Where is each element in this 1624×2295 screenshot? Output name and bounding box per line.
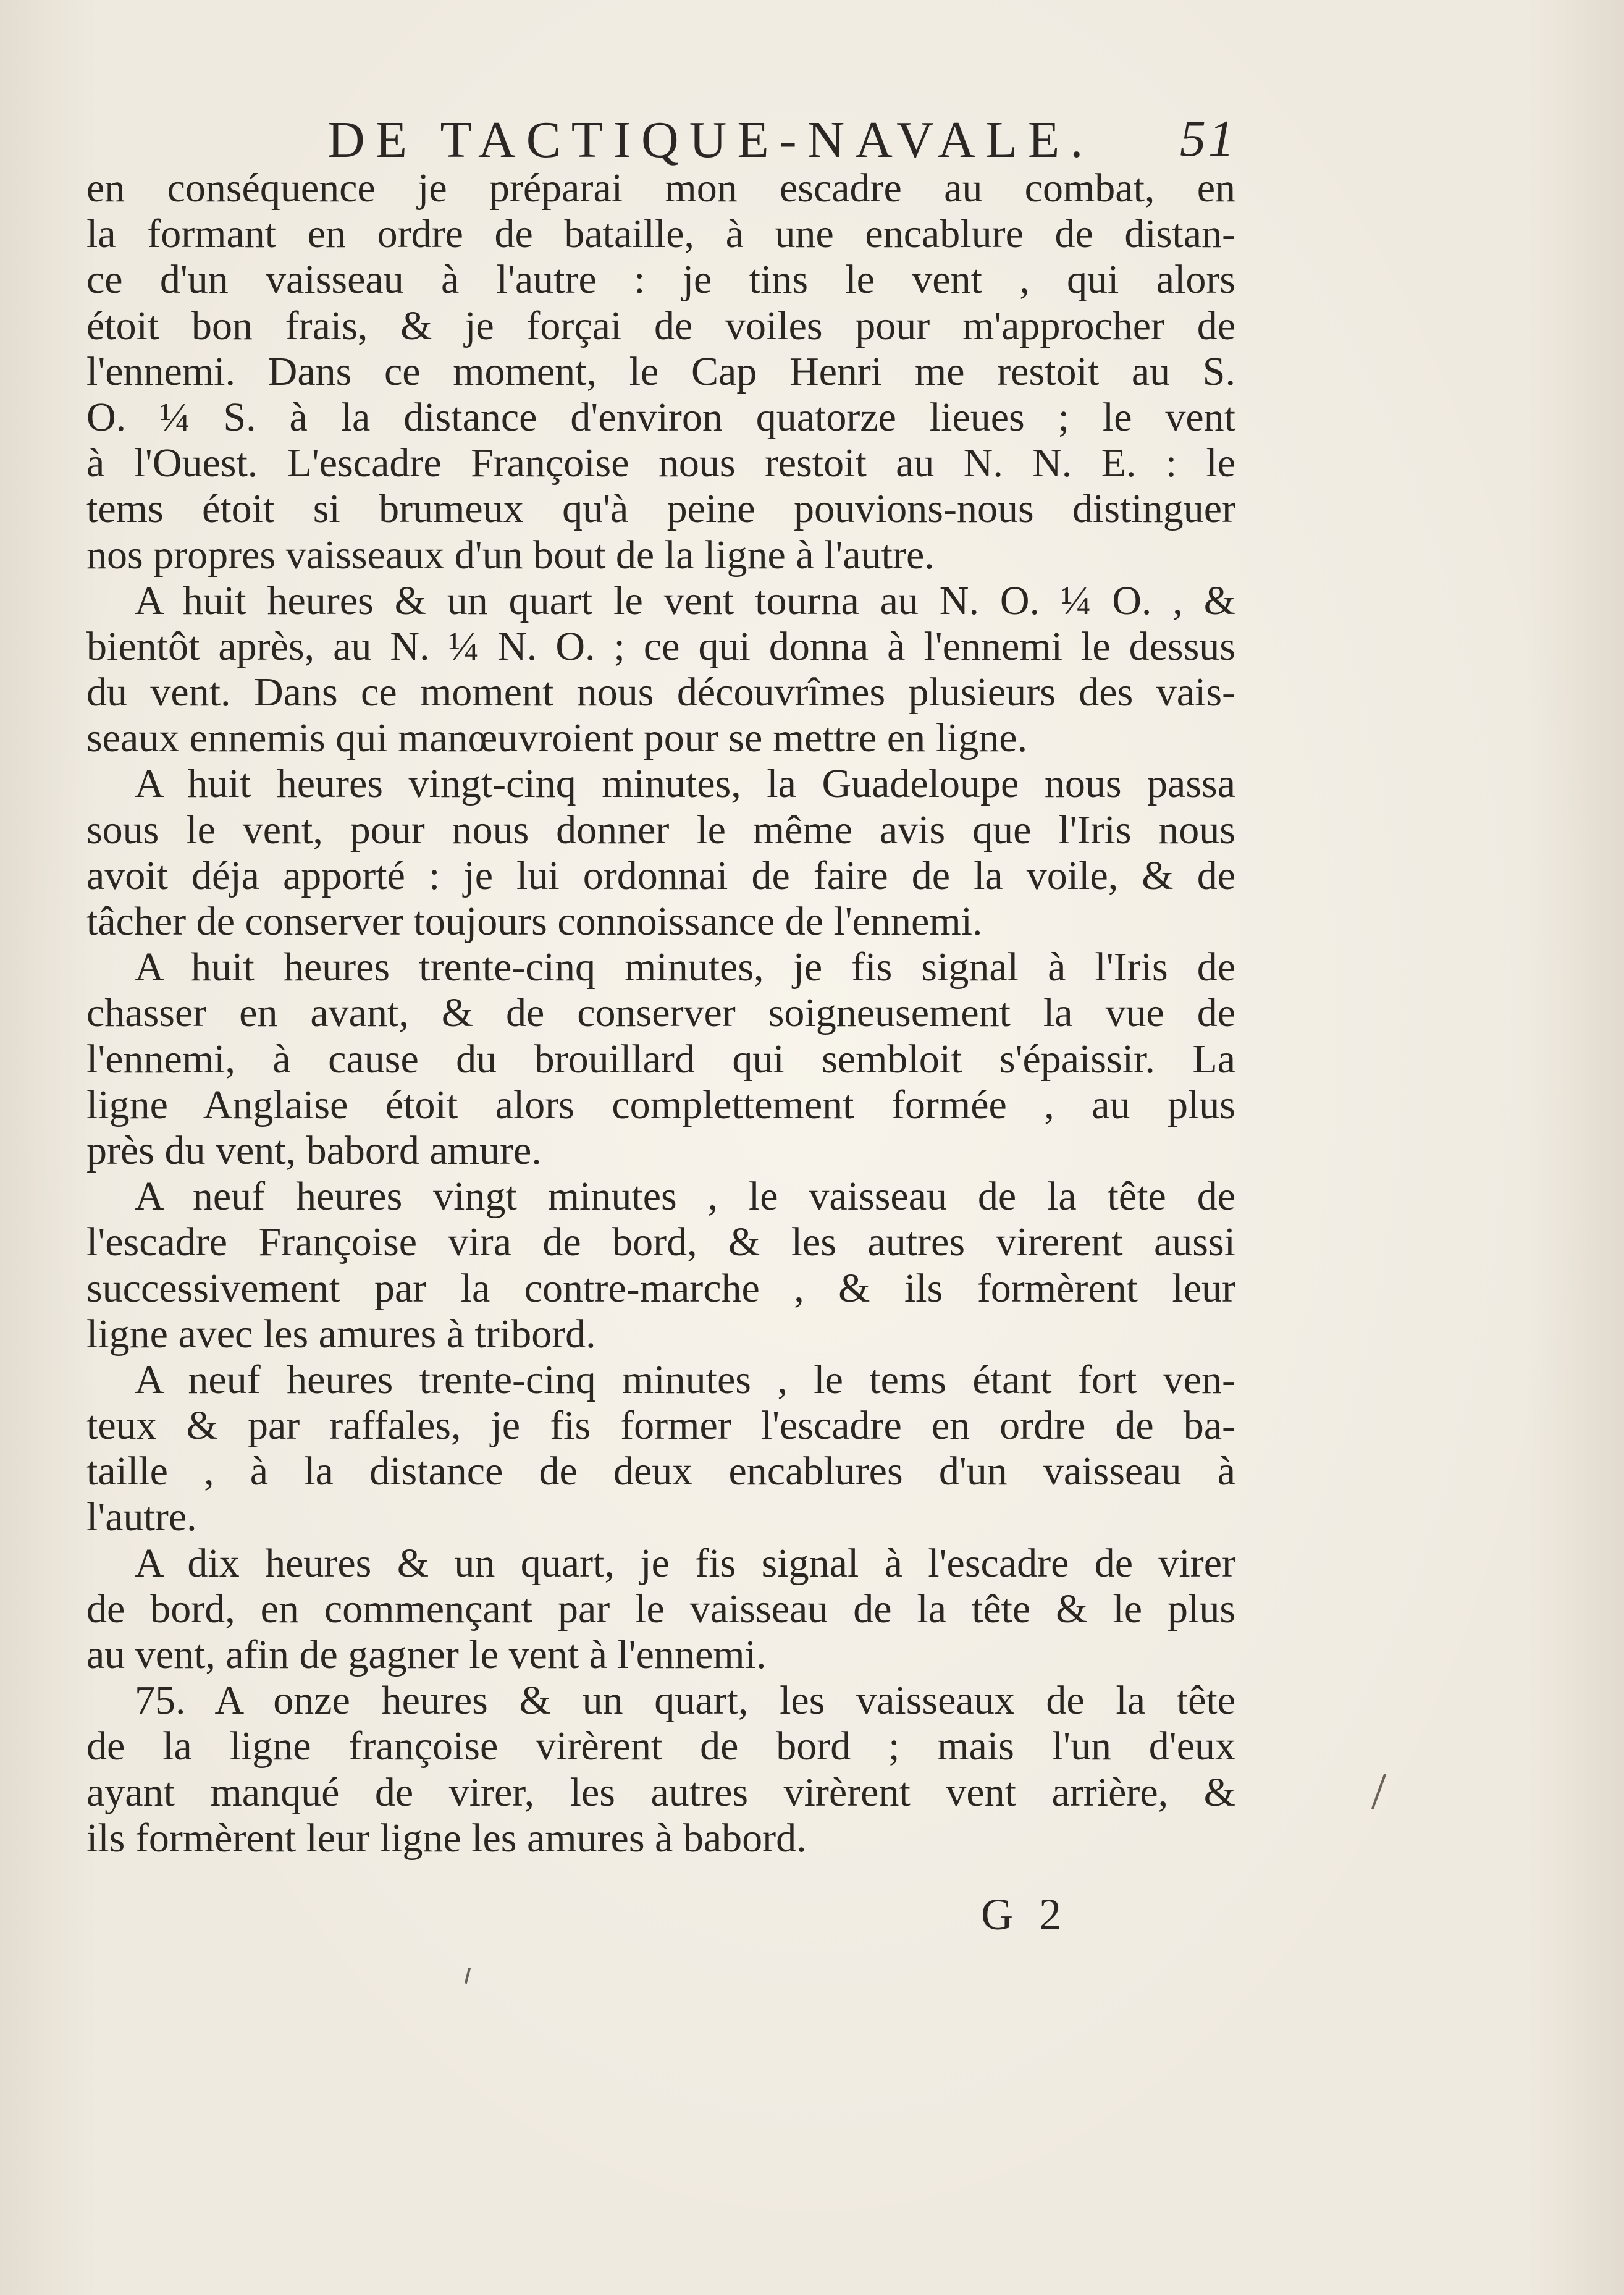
text-line: l'autre. xyxy=(86,1494,197,1540)
paragraph-first-line: 75. A onze heures & un quart, les vaisseaux de la tête xyxy=(135,1678,1235,1724)
text-line: taille , à la distance de deux encablures d'un vaisseau à xyxy=(86,1449,1235,1494)
paragraph-first-line: A huit heures trente-cinq minutes, je fis signal à l'Iris de xyxy=(135,945,1235,990)
text-line: au vent, afin de gagner le vent à l'ennemi. xyxy=(86,1632,767,1677)
body-text xyxy=(86,166,1235,1861)
paragraph-first-line: A neuf heures vingt minutes , le vaisseau de la tête de xyxy=(135,1174,1235,1219)
text-line: l'ennemi. Dans ce moment, le Cap Henri me restoit au S. xyxy=(86,348,1235,394)
text-line: avoit déja apporté : je lui ordonnai de faire de la voile, & de xyxy=(86,853,1235,898)
text-line: de la ligne françoise virèrent de bord ; mais l'un d'eux xyxy=(86,1724,1235,1769)
text-line: tems étoit si brumeux qu'à peine pouvions-nous distinguer xyxy=(86,486,1235,532)
signature-mark: G 2 xyxy=(981,1890,1069,1939)
text-line: l'escadre Françoise vira de bord, & les autres virerent aussi xyxy=(86,1219,1235,1265)
text-line: ayant manqué de virer, les autres virèrent vent arrière, & xyxy=(86,1769,1235,1815)
ink-speck xyxy=(1371,1774,1386,1809)
text-line: seaux ennemis qui manœuvroient pour se mettre en ligne. xyxy=(86,715,1028,761)
paragraph-first-line: A dix heures & un quart, je fis signal à l'escadre de virer xyxy=(135,1540,1235,1586)
text-line: ils formèrent leur ligne les amures à babord. xyxy=(86,1815,807,1861)
text-line: O. ¼ S. à la distance d'environ quatorze lieues ; le vent xyxy=(86,394,1235,440)
page-number: 51 xyxy=(1180,110,1237,167)
text-line: du vent. Dans ce moment nous découvrîmes plusieurs des vais- xyxy=(86,670,1235,715)
text-line: nos propres vaisseaux d'un bout de la ligne à l'autre. xyxy=(86,532,935,578)
text-line: teux & par raffales, je fis former l'escadre en ordre de ba- xyxy=(86,1403,1235,1449)
paragraph-first-line: A neuf heures trente-cinq minutes , le tems étant fort ven- xyxy=(135,1357,1235,1402)
running-head xyxy=(86,104,1260,172)
running-title: DE TACTIQUE-NAVALE. xyxy=(327,111,1094,169)
text-line: tâcher de conserver toujours connoissance de l'ennemi. xyxy=(86,899,983,944)
text-line: ligne avec les amures à tribord. xyxy=(86,1311,596,1357)
text-line: l'ennemi, à cause du brouillard qui sembloit s'épaissir. La xyxy=(86,1036,1235,1082)
text-line: sous le vent, pour nous donner le même avis que l'Iris nous xyxy=(86,807,1235,853)
text-line: ligne Anglaise étoit alors complettement formée , au plus xyxy=(86,1082,1235,1127)
text-line: bientôt après, au N. ¼ N. O. ; ce qui donna à l'ennemi le dessus xyxy=(86,623,1235,669)
text-line: successivement par la contre-marche , & ils formèrent leur xyxy=(86,1265,1235,1311)
text-line: en conséquence je préparai mon escadre au combat, en xyxy=(86,166,1235,211)
paragraph-first-line: A huit heures & un quart le vent tourna au N. O. ¼ O. , & xyxy=(135,578,1235,623)
text-line: la formant en ordre de bataille, à une encablure de distan- xyxy=(86,211,1235,257)
ink-speck xyxy=(465,1968,471,1984)
text-line: étoit bon frais, & je forçai de voiles pour m'approcher de xyxy=(86,303,1235,348)
text-line: de bord, en commençant par le vaisseau de la tête & le plus xyxy=(86,1586,1235,1632)
text-line: ce d'un vaisseau à l'autre : je tins le vent , qui alors xyxy=(86,257,1235,303)
text-line: à l'Ouest. L'escadre Françoise nous restoit au N. N. E. : le xyxy=(86,440,1235,486)
text-line: près du vent, babord amure. xyxy=(86,1127,542,1173)
paragraph-first-line: A huit heures vingt-cinq minutes, la Guadeloupe nous passa xyxy=(135,761,1235,807)
text-line: chasser en avant, & de conserver soigneusement la vue de xyxy=(86,990,1235,1036)
